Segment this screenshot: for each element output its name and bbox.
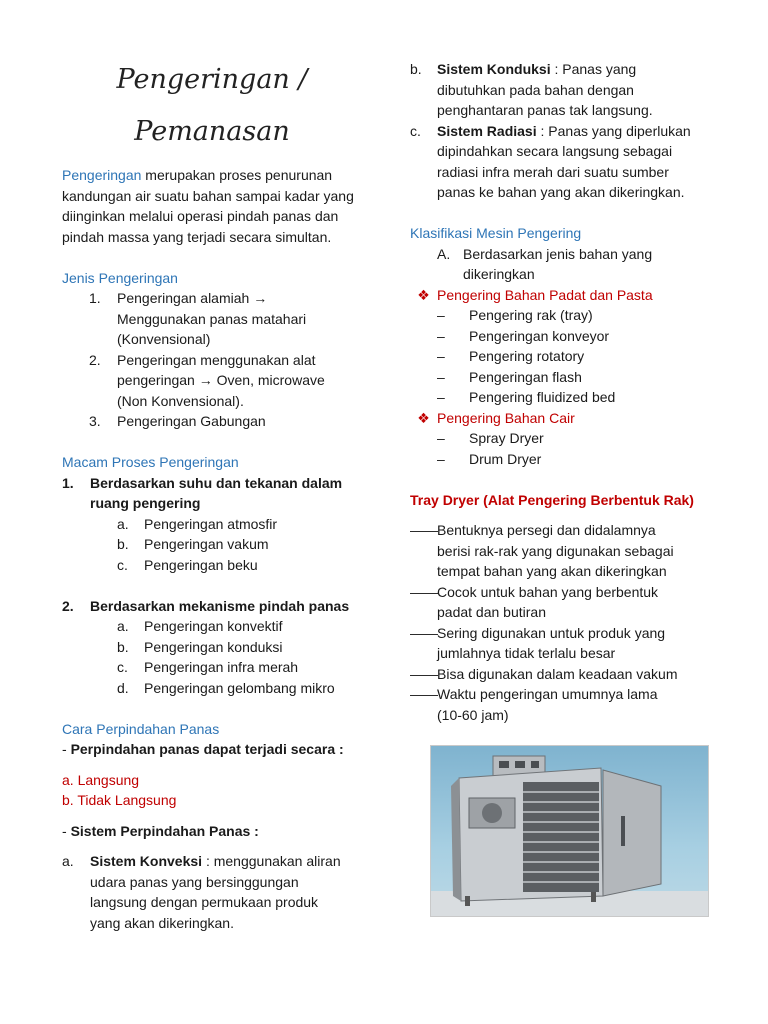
cara-subheading-1: - Perpindahan panas dapat terjadi secara : (62, 741, 344, 757)
intro-text: merupakan proses penurunan kandungan air suatu bahan sampai kadar yang diinginkan melalui operasi pindah panas dan pindah massa yang terjadi secara simultan. (62, 167, 354, 245)
list-item: —— Bentuknya persegi dan didalamnya berisi rak-rak yang digunakan sebagai tempat bahan yang akan dikeringkan (410, 522, 674, 579)
diamond-bullet-icon: ❖ (417, 286, 430, 303)
sistem-konveksi: a. Sistem Konveksi : menggunakan aliran udara panas yang bersinggungan langsung dengan permukaan produk yang akan dikeringkan. (62, 853, 341, 931)
macam-group-2-list (62, 616, 362, 698)
tray-dryer-image (430, 745, 709, 917)
list-item: c. Pengeringan infra merah (117, 659, 299, 675)
sistem-konduksi: b. Sistem Konduksi : Panas yang dibutuhkan pada bahan dengan penghantaran panas tak langsung. (410, 61, 653, 118)
list-item: c. Pengeringan beku (117, 556, 258, 573)
list-item: – Pengering rotatory (437, 348, 585, 364)
padat-heading-row (410, 285, 715, 306)
cair-list (410, 428, 715, 469)
cara-subheading-2: - Sistem Perpindahan Panas : (62, 822, 259, 839)
list-item: – Pengeringan flash (437, 368, 582, 385)
list-item: 3. Pengeringan Gabungan (89, 413, 266, 429)
left-column (62, 0, 362, 933)
tray-dryer-illustration (431, 746, 708, 916)
list-item: —— Waktu pengeringan umumnya lama (10-60 jam) (410, 686, 658, 723)
tray-list (410, 520, 715, 725)
list-item: —— Sering digunakan untuk produk yang jumlahnya tidak terlalu besar (410, 624, 666, 661)
intro-term: Pengeringan (62, 167, 142, 183)
tray-heading: Tray Dryer (Alat Pengering Berbentuk Rak) (410, 491, 694, 508)
list-item: 2. Pengeringan menggunakan alat pengeringan → Oven, microwave (Non Konvensional). (89, 351, 325, 409)
cair-heading-row (410, 408, 715, 429)
list-item: —— Cocok untuk bahan yang berbentuk padat dan butiran (410, 583, 659, 620)
list-item: b. Pengeringan konduksi (117, 638, 283, 655)
cara-heading: Cara Perpindahan Panas (62, 720, 220, 737)
list-item: – Spray Dryer (437, 430, 544, 446)
sistem-radiasi: c. Sistem Radiasi : Panas yang diperlukan dipindahkan secara langsung sebagai radiasi infra merah dari suatu sumber panas ke bahan yang akan dikeringkan. (410, 122, 691, 200)
padat-heading: Pengering Bahan Padat dan Pasta (437, 286, 653, 303)
list-item: b. Pengeringan vakum (117, 536, 269, 552)
page-title (62, 54, 362, 158)
list-item: – Pengeringan konveyor (437, 327, 610, 344)
option-tidak-langsung: b. Tidak Langsung (62, 792, 177, 808)
title-line-1: Pengeringan / (116, 64, 308, 95)
option-langsung: a. Langsung (62, 771, 140, 788)
macam-group-1-list (62, 514, 362, 576)
list-item: – Pengering rak (tray) (437, 307, 593, 323)
macam-heading: Macam Proses Pengeringan (62, 454, 239, 470)
list-item: —— Bisa digunakan dalam keadaan vakum (410, 665, 678, 682)
diamond-bullet-icon: ❖ (417, 409, 430, 426)
klasifikasi-a: A. Berdasarkan jenis bahan yang dikeringkan (437, 245, 653, 282)
macam-group-2-title: 2. Berdasarkan mekanisme pindah panas (62, 597, 350, 614)
right-column (410, 0, 715, 725)
padat-list (410, 305, 715, 408)
cair-heading: Pengering Bahan Cair (437, 409, 575, 426)
macam-group-1-title: 1. Berdasarkan suhu dan tekanan dalam ruang pengering (62, 474, 343, 511)
intro-paragraph (62, 165, 362, 247)
jenis-list (62, 288, 362, 432)
list-item: – Drum Dryer (437, 450, 542, 467)
list-item: a. Pengeringan konvektif (117, 618, 283, 634)
jenis-heading: Jenis Pengeringan (62, 269, 178, 286)
title-line-2: Pemanasan (134, 116, 290, 147)
list-item: – Pengering fluidized bed (437, 389, 616, 405)
list-item: 1. Pengeringan alamiah → Menggunakan panas matahari (Konvensional) (89, 290, 307, 347)
list-item: a. Pengeringan atmosfir (117, 515, 278, 532)
klasifikasi-heading: Klasifikasi Mesin Pengering (410, 225, 582, 241)
list-item: d. Pengeringan gelombang mikro (117, 679, 335, 696)
